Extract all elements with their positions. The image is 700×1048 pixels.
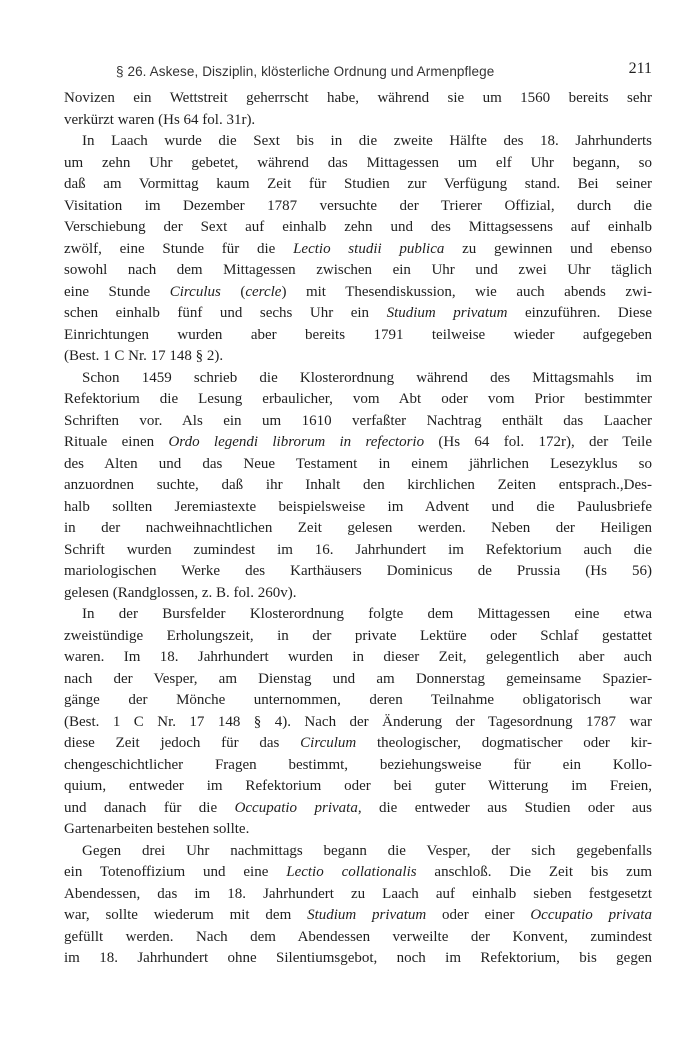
text-line [64,88,652,110]
italic-term: Occupatio privata [234,799,358,816]
text-segment: Verschiebung der Sext auf einhalb zehn und des Mittagsessens auf einhalb [64,219,652,235]
text-segment: im 18. Jahrhundert ohne Silentiumsgebot, noch im Refektorium, bis gegen [64,950,652,966]
text-line [64,153,652,175]
text-line [64,927,652,949]
text-line [64,733,652,755]
text-line [64,368,652,390]
text-segment: um zehn Uhr gebetet, während das Mittagessen um elf Uhr begann, so [64,154,652,171]
running-head [64,56,652,82]
text-line [64,346,652,368]
italic-term: Ordo legendi librorum in refectorio [168,434,425,450]
text-line [64,260,652,282]
text-segment: und danach für die [64,799,235,816]
text-line [64,131,652,153]
text-segment: chengeschichtlicher Fragen bestimmt, beziehungsweise für ein Kollo- [64,756,652,773]
text-line [64,561,652,583]
text-segment: Gegen drei Uhr nachmittags begann die Vesper, der sich gegebenfalls [82,842,652,859]
italic-term: Lectio studii publica [293,240,445,257]
italic-term: cercle [245,283,282,300]
text-line [64,583,652,605]
text-segment: zweistündige Erholungszeit, in der private Lektüre oder Schlaf gestattet [64,627,652,644]
text-line [64,905,652,927]
text-segment: nach der Vesper, am Dienstag und am Donnerstag gemeinsame Spazier- [64,670,652,687]
text-segment: oder einer [426,907,531,923]
text-line [64,174,652,196]
text-line [64,389,652,411]
text-line [64,196,652,218]
text-segment: In Laach wurde die Sext bis in die zweite Hälfte des 18. Jahrhunderts [82,133,652,149]
text-segment: Schriften vor. Als ein um 1610 verfaßter Nachtrag enthält das Laacher [64,412,652,429]
text-segment: Abendessen, das im 18. Jahrhundert zu Laach auf einhalb sieben festgesetzt [64,885,652,902]
text-segment: ein Totenoffizium und eine [64,864,287,880]
text-line [64,282,652,304]
italic-term: Circulus [169,283,221,300]
text-segment: daß am Vormittag kaum Zeit für Studien zur Verfügung stand. Bei seiner [64,176,652,192]
text-segment: theologischer, dogmatischer oder kir- [356,735,652,751]
text-line [64,454,652,476]
text-line [64,540,652,562]
text-segment: Schon 1459 schrieb die Klosterordnung während des Mittagsmahls im [82,369,652,386]
text-segment: (Best. 1 C Nr. 17 148 § 4). Nach der Änderung der Tagesordnung 1787 war [64,713,652,730]
text-line [64,497,652,519]
text-line [64,239,652,261]
text-line [64,475,652,497]
text-line [64,669,652,691]
text-segment: waren. Im 18. Jahrhundert wurden in dieser Zeit, gelegentlich aber auch [64,649,652,665]
text-segment: in der nachweihnachtlichen Zeit gelesen werden. Neben der Heiligen [64,520,652,536]
text-line [64,626,652,648]
text-segment: Refektorium die Lesung erbaulicher, vom Abt oder vom Prior bestimmter [64,391,652,407]
page-number: 211 [628,60,652,77]
text-line [64,518,652,540]
text-line [64,217,652,239]
text-segment: anzuordnen suchte, daß ihr Inhalt den kirchlichen Zeiten entsprach.,Des- [64,477,652,493]
running-title: § 26. Askese, Disziplin, klösterliche Ordnung und Armenpflege [116,64,495,79]
text-line [64,755,652,777]
text-segment: In der Bursfelder Klosterordnung folgte dem Mittagessen eine etwa [82,606,652,622]
text-line [64,712,652,734]
text-segment: war, sollte wiederum mit dem [64,907,308,923]
text-segment: verkürzt waren (Hs 64 fol. 31r). [64,111,256,128]
text-segment: ) mit Thesendiskussion, wie auch abends zwi- [281,283,652,300]
text-segment: mariologischen Werke des Karthäusers Dominicus de Prussia (Hs 56) [64,563,652,579]
text-segment: quium, entweder im Refektorium oder bei guter Witterung im Freien, [64,778,652,794]
text-segment: (Best. 1 C Nr. 17 148 § 2). [64,348,224,364]
text-line [64,776,652,798]
text-segment: eine Stunde [64,283,170,300]
text-line [64,841,652,863]
text-line [64,690,652,712]
text-segment: Einrichtungen wurden aber bereits 1791 teilweise wieder aufgegeben [64,326,652,343]
text-segment: (Hs 64 fol. 172r), der Teile [424,434,652,450]
text-line [64,798,652,820]
body-text [64,88,652,970]
text-segment: zwölf, eine Stunde für die [64,240,294,257]
text-segment: anschloß. Die Zeit bis zum [416,864,652,880]
text-line [64,110,652,132]
text-segment: sowohl nach dem Mittagessen zwischen ein Uhr und zwei Uhr täglich [64,262,652,278]
text-line [64,948,652,970]
text-segment: einzuführen. Diese [507,305,652,321]
text-line [64,432,652,454]
text-segment: , die entweder aus Studien oder aus [357,799,652,816]
text-line [64,862,652,884]
text-segment: gefüllt werden. Nach dem Abendessen verweilte der Konvent, zumindest [64,928,652,945]
text-line [64,411,652,433]
text-segment: zu gewinnen und ebenso [444,240,652,257]
text-line [64,884,652,906]
italic-term: Circulum [300,735,357,751]
text-segment: schen einhalb fünf und sechs Uhr ein [64,305,387,321]
text-segment: Schrift wurden zumindest im 16. Jahrhundert im Refektorium auch die [64,541,652,558]
text-segment: des Alten und das Neue Testament in einem jährlichen Lesezyklus so [64,455,652,472]
italic-term: Occupatio privata [530,907,652,923]
text-line [64,819,652,841]
text-segment: diese Zeit jedoch für das [64,735,301,751]
text-line [64,647,652,669]
italic-term: Studium privatum [386,305,508,321]
text-line [64,325,652,347]
text-segment: Visitation im Dezember 1787 versuchte der Trierer Offizial, durch die [64,197,652,214]
text-line [64,604,652,626]
text-line [64,303,652,325]
text-segment: gänge der Mönche unternommen, deren Teilnahme obligatorisch war [64,692,652,708]
text-segment: ( [220,283,246,300]
text-segment: Rituale einen [64,434,169,450]
text-segment: gelesen (Randglossen, z. B. fol. 260v). [64,584,297,601]
text-segment: Gartenarbeiten bestehen sollte. [64,821,250,837]
text-segment: halb sollten Jeremiastexte beispielsweise im Advent und die Paulusbriefe [64,498,652,515]
italic-term: Studium privatum [307,907,427,923]
text-segment: Novizen ein Wettstreit geherrscht habe, während sie um 1560 bereits sehr [64,90,652,106]
italic-term: Lectio collationalis [286,864,417,880]
